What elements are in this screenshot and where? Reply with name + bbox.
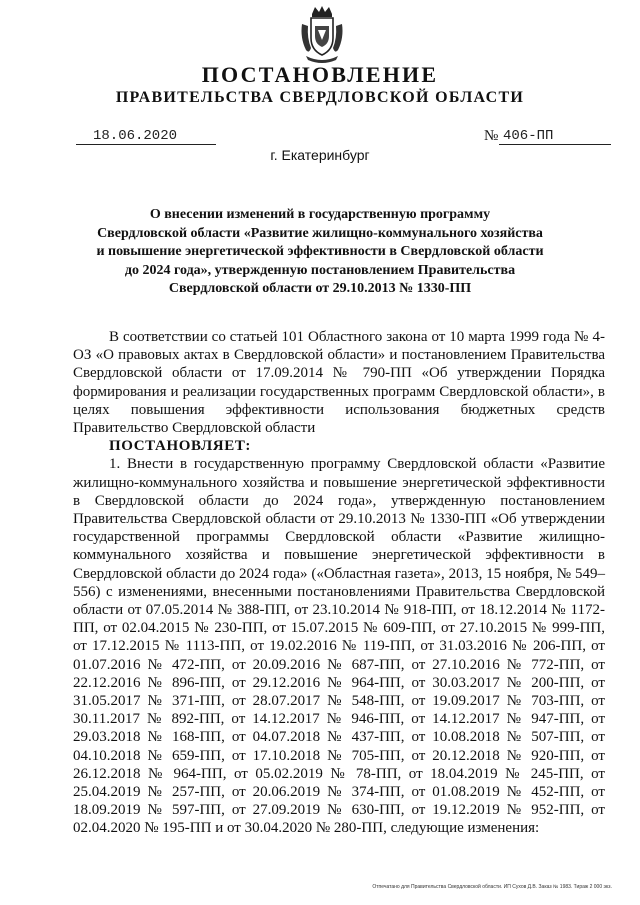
date-underline <box>76 144 216 145</box>
heading-line: до 2024 года», утвержденную постановлением Правительства <box>124 262 516 278</box>
document-subtitle: ПРАВИТЕЛЬСТВА СВЕРДЛОВСКОЙ ОБЛАСТИ <box>115 89 525 106</box>
document-city: г. Екатеринбург <box>270 147 370 163</box>
preamble-paragraph: В соответствии со статьей 101 Областного закона от 10 марта 1999 года № 4-ОЗ «О правовых актах в Свердловской области» и постановлением Правительства Свердловской области от 17.09.2014 № 790-ПП «Об утверждении Порядка формирования и реализации государственных программ Свердловской области», в целях повышения эффективности использования бюджетных средств Правительство Свердловской области <box>73 329 605 437</box>
heading-line: О внесении изменений в государственную программу <box>149 207 491 222</box>
heading-line: Свердловской области «Развитие жилищно-коммунального хозяйства <box>97 225 543 241</box>
item-1-paragraph: 1. Внести в государственную программу Свердловской области «Развитие жилищно-коммунального хозяйства и повышение энергетической эффективности в Свердловской области до 2024 года», утвержденную постановлением Правительства Свердловской области от 29.10.2013 № 1330-ПП «Об утверждении государственной программы Свердловской области «Развитие жилищно-коммунального хозяйства и повышение энергетической эффективности в Свердловской области до 2024 года» («Областная газета», 2013, 15 ноября, № 549–556) с изменениями, внесенными постановлениями Правительства Свердловской области от 07.05.2014 № 388-ПП, от 23.10.2014 № 918-ПП, от 18.12.2014 № 1172-ПП, от 02.04.2015 № 230-ПП, от 15.07.2015 № 609-ПП, от 27.10.2015 № 999-ПП, от 17.12.2015 № 1113-ПП, от 19.02.2016 № 119-ПП, от 31.03.2016 № 206-ПП, от 01.07.2016 № 472-ПП, от 20.09.2016 № 687-ПП, от 27.10.2016 № 772-ПП, от 22.12.2016 № 896-ПП, от 29.12.2016 № 964-ПП, от 30.03.2017 № 200-ПП, от 31.05.2017 № 371-ПП, от 28.07.2017 № 548-ПП, от 19.09.2017 № 703-ПП, от 30.11.2017 № 892-ПП, от 14.12.2017 № 946-ПП, от 14.12.2017 № 947-ПП, от 29.03.2018 № 168-ПП, от 04.07.2018 № 437-ПП, от 10.08.2018 № 507-ПП, от 04.10.2018 № 659-ПП, от 17.10.2018 № 705-ПП, от 20.12.2018 № 920-ПП, от 26.12.2018 № 964-ПП, от 05.02.2019 № 78-ПП, от 18.04.2019 № 245-ПП, от 25.04.2019 № 257-ПП, от 20.06.2019 № 374-ПП, от 01.08.2019 № 452-ПП, от 18.09.2019 № 597-ПП, от 27.09.2019 № 630-ПП, от 19.12.2019 № 952-ПП, от 02.04.2020 № 195-ПП и от 30.04.2020 № 280-ПП, следующие изменения: <box>73 456 605 837</box>
document-number: 406-ПП <box>503 128 554 144</box>
heading-line: Свердловской области от 29.10.2013 № 1330-ПП <box>168 281 472 297</box>
document-title: ПОСТАНОВЛЕНИЕ <box>201 62 439 87</box>
document-body <box>73 328 605 838</box>
number-sign: № <box>484 128 499 144</box>
heading-line: и повышение энергетической эффективности в Свердловской области <box>96 244 544 260</box>
decree-word: ПОСТАНОВЛЯЕТ: <box>109 438 252 455</box>
document-heading <box>60 206 580 299</box>
coat-of-arms-icon <box>298 4 346 64</box>
document-date: 18.06.2020 <box>93 128 178 144</box>
number-underline <box>499 144 611 145</box>
print-imprint: Отпечатано для Правительства Свердловской области. ИП Сухов Д.В. Заказ № 1983. Тираж 2 000 экз. <box>372 884 612 890</box>
